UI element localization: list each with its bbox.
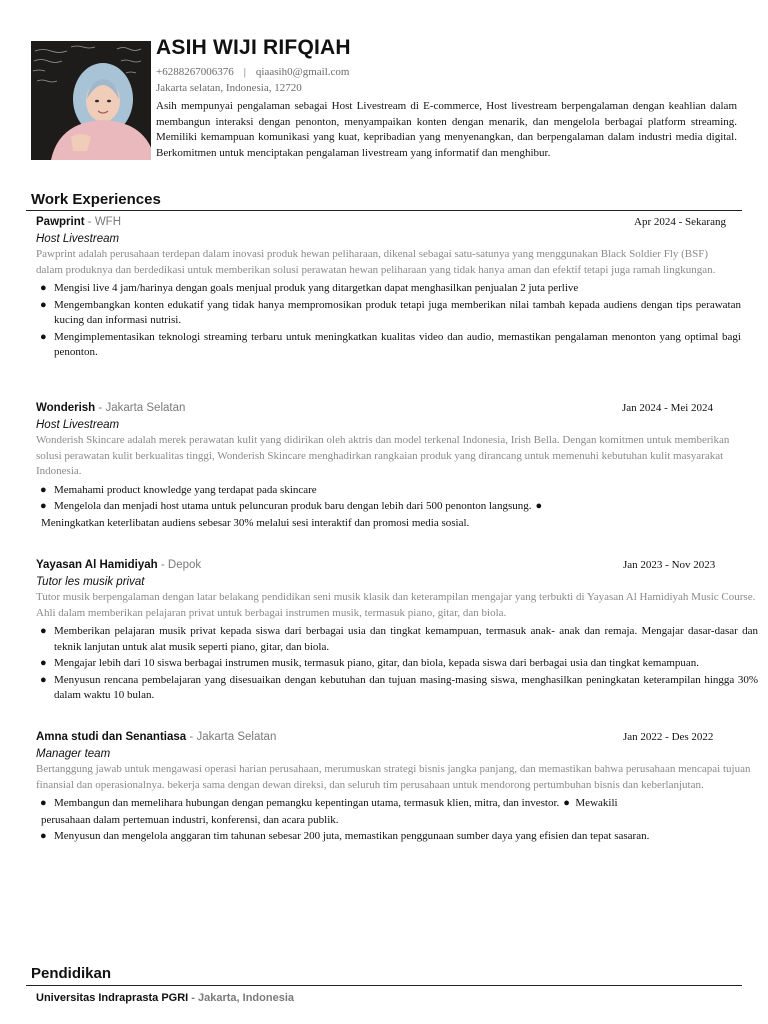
job-location: Depok — [167, 559, 202, 571]
bullet-icon: ● — [40, 483, 47, 496]
job-bullet: ● Menyusun rencana pembelajaran yang disesuaikan dengan kebutuhan dan tujuan masing-masing siswa, menghasilkan peningkatan keterampilan hingga 30% dalam waktu 10 bulan. — [40, 673, 758, 701]
job-description: Bertanggung jawab untuk mengawasi operasi harian perusahaan, merumuskan strategi bisnis jangka panjang, dan memastikan bahwa perusahaan mencapai tujuan finansial dan operasionalnya. bekerja sama dengan dewan direksi, dan seluruh tim perusahaan untuk mendorong pertumbuhan bisnis dan keberlanjutan. — [36, 763, 751, 791]
company-dash: - — [87, 216, 92, 228]
bullet-icon: ● — [40, 625, 47, 637]
company-dash: - — [189, 731, 194, 743]
job-date: Apr 2024 - Sekarang — [634, 216, 726, 228]
job-role: Host Livestream — [36, 233, 120, 245]
job-description: Wonderish Skincare adalah merek perawatan kulit yang didirikan oleh aktris dan model terkenal Indonesia, Irish Bella. Dengan komitmen untuk memberikan solusi perawatan kulit berkualitas tinggi, Wonderish Skincare menghadirkan rangkaian produk yang dirancang untuk memenuhi kebutuhan kulit masyarakat Indonesia. — [36, 434, 730, 477]
address: Jakarta selatan, Indonesia, 12720 — [156, 82, 302, 94]
job-date: Jan 2024 - Mei 2024 — [622, 402, 714, 414]
candidate-name: ASIH WIJI RIFQIAH — [156, 36, 351, 59]
job-entry-yayasan — [36, 559, 760, 705]
profile-summary: Asih mempunyai pengalaman sebagai Host Livestream di E-commerce, Host livestream berpengalaman dengan keahlian dalam membangun interaksi dengan penonton, menyampaikan konten dengan menarik, dan mengelola berbagai platform streaming. Memiliki kemampuan komunikasi yang kuat, kepribadian yang menyenangkan, dan berpengalaman dalam industri media digital. Berkomitmen untuk menciptakan pengalaman livestream yang informatif dan menghibur. — [156, 100, 737, 159]
profile-photo — [31, 41, 151, 160]
bullet-icon: ● — [40, 830, 47, 842]
job-description: Pawprint adalah perusahaan terdepan dalam inovasi produk hewan peliharaan, dikenal sebagai satu-satunya yang menggunakan Black Soldier Fly (BSF) dalam produknya dan berdedikasi untuk memberikan solusi perawatan hewan peliharaan yang tidak hanya aman dan efektif tetapi juga ramah lingkungan. — [36, 248, 716, 276]
job-entry-amna — [36, 731, 760, 846]
bullet-icon: ● — [40, 797, 47, 809]
job-bullet: ● Mengelola dan menjadi host utama untuk peluncuran produk baru dengan lebih dari 500 penonton langsung. ● — [36, 499, 741, 515]
job-description: Tutor musik berpengalaman dengan latar belakang pendidikan seni musik klasik dan keterampilan mengajar yang terbukti di Yayasan Al Hamidiyah Music Course. Ahli dalam memberikan pelajaran privat untuk berbagai instrumen musik, termasuk piano, gitar, dan biola. — [36, 591, 756, 619]
school-name: Universitas Indraprasta PGRI — [36, 992, 189, 1004]
section-title-education: Pendidikan — [31, 965, 112, 982]
job-role: Tutor les musik privat — [36, 576, 145, 588]
bullet-icon: ● — [40, 298, 47, 311]
job-bullet: ● Mengajar lebih dari 10 siswa berbagai instrumen musik, termasuk piano, gitar, dan biola, kepada siswa dari berbagai usia dan tingkat kemampuan. — [36, 656, 758, 672]
section-divider — [26, 210, 742, 211]
email-address[interactable]: qiaasih0@gmail.com — [255, 66, 350, 78]
job-bullet-continuation: perusahaan dalam pertemuan industri, konferensi, dan acara publik. — [41, 813, 339, 826]
education-entry — [36, 992, 294, 1004]
company-name: Yayasan Al Hamidiyah — [36, 559, 158, 571]
job-date: Jan 2022 - Des 2022 — [623, 731, 714, 743]
portrait-illustration — [31, 41, 151, 160]
job-location: Jakarta Selatan — [105, 402, 186, 414]
company-dash: - — [98, 402, 103, 414]
job-bullet: ● Memberikan pelajaran musik privat kepada siswa dari berbagai usia dan tingkat kemampuan, termasuk anak- anak dan remaja. Mengajar dasar-dasar dan teknik lanjutan untuk alat musik seperti piano, gitar, dan biola. — [40, 625, 758, 653]
bullet-icon: ● — [535, 500, 543, 512]
job-bullet: ● Memahami product knowledge yang terdapat pada skincare — [36, 483, 741, 499]
phone-number[interactable]: +6288267006376 — [156, 66, 234, 78]
job-entry-wonderish — [36, 402, 760, 531]
section-divider — [26, 985, 742, 986]
job-location: Jakarta Selatan — [196, 731, 277, 743]
bullet-icon: ● — [40, 657, 47, 669]
contact-line — [156, 66, 349, 78]
job-bullet: ● Mengisi live 4 jam/harinya dengan goals menjual produk yang ditargetkan dapat menghasilkan penjualan 2 juta perlive — [36, 281, 741, 297]
job-date: Jan 2023 - Nov 2023 — [623, 559, 716, 571]
bullet-icon: ● — [40, 673, 47, 686]
job-bullet-inline-text: Mewakili — [575, 797, 618, 809]
company-name: Amna studi dan Senantiasa — [36, 731, 187, 743]
job-bullet: ● Membangun dan memelihara hubungan dengan pemangku kepentingan utama, termasuk klien, mitra, dan investor. ● Mewakili — [36, 796, 736, 812]
job-entry-pawprint — [36, 216, 760, 362]
job-role: Host Livestream — [36, 419, 120, 431]
job-bullet: ● Mengembangkan konten edukatif yang tidak hanya mempromosikan produk tetapi juga memberikan nilai tambah kepada audiens dengan tips perawatan kucing dan informasi nutrisi. — [40, 298, 741, 326]
section-title-work: Work Experiences — [31, 191, 161, 208]
job-bullet-continuation: Meningkatkan keterlibatan audiens sebesar 30% melalui sesi interaktif dan promosi media sosial. — [41, 516, 470, 529]
company-name: Pawprint — [36, 216, 85, 228]
company-dash: - — [160, 559, 165, 571]
contact-separator: | — [243, 66, 246, 78]
bullet-icon: ● — [40, 330, 47, 343]
job-location: WFH — [94, 216, 121, 228]
job-bullet: ● Menyusun dan mengelola anggaran tim tahunan sebesar 200 juta, memastikan penggunaan sumber daya yang efisien dan tepat sasaran. — [36, 829, 736, 845]
job-bullet: ● Mengimplementasikan teknologi streaming terbaru untuk meningkatkan kualitas video dan audio, memastikan pengalaman menonton yang optimal bagi penonton. — [40, 330, 741, 358]
company-name: Wonderish — [36, 402, 96, 414]
bullet-icon: ● — [40, 500, 47, 512]
bullet-icon: ● — [40, 282, 47, 294]
school-location: - Jakarta, Indonesia — [191, 992, 295, 1004]
bullet-icon: ● — [563, 797, 570, 809]
job-role: Manager team — [36, 748, 111, 760]
